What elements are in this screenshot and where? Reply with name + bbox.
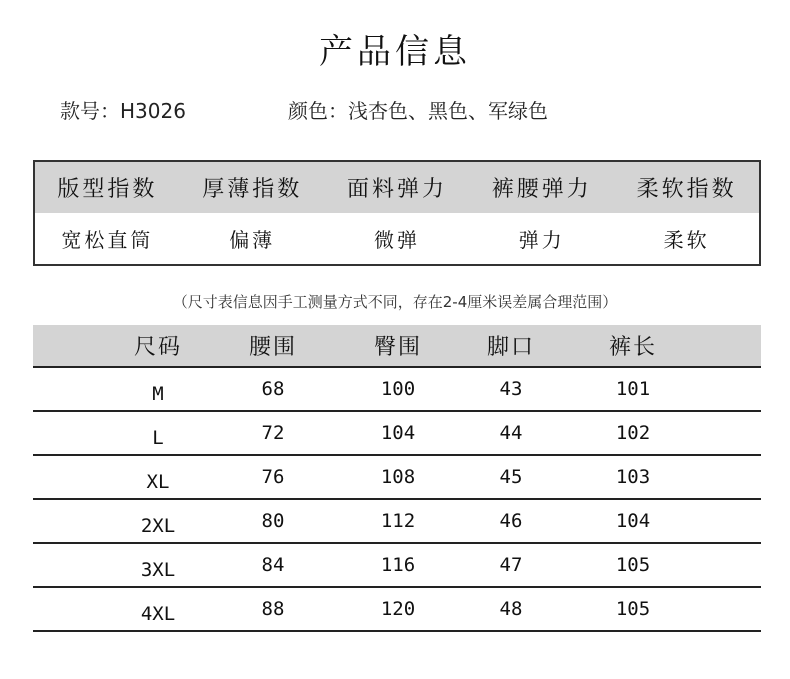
attribute-header: 厚薄指数	[202, 177, 303, 202]
measurement-cell: 116	[380, 554, 416, 576]
attribute-value: 微弹	[373, 228, 420, 252]
attribute-value: 柔软	[663, 228, 710, 252]
attribute-value-row	[35, 213, 759, 264]
table-row	[33, 456, 761, 500]
measurement-cell: 44	[499, 422, 523, 444]
measurement-cell: 47	[499, 554, 523, 576]
measurement-cell: 101	[615, 378, 651, 400]
attribute-value: 偏薄	[229, 228, 276, 252]
table-row	[33, 544, 761, 588]
measurement-cell: 104	[380, 422, 416, 444]
measurement-cell: 45	[499, 466, 523, 488]
table-row	[33, 588, 761, 632]
color-info	[288, 95, 548, 124]
table-row	[33, 500, 761, 544]
style-number	[60, 95, 186, 124]
attribute-value: 弹力	[518, 228, 565, 252]
size-label: 4XL	[140, 603, 176, 625]
size-label: 3XL	[140, 559, 176, 581]
size-label: M	[152, 383, 164, 405]
size-header: 脚口	[486, 335, 535, 360]
size-rows	[33, 368, 761, 632]
size-header: 裤长	[608, 335, 657, 360]
attribute-header: 裤腰弹力	[491, 177, 592, 202]
attribute-value: 宽松直筒	[61, 228, 154, 252]
measurement-cell: 68	[261, 378, 285, 400]
measurement-cell: 105	[615, 598, 651, 620]
size-label: 2XL	[140, 515, 176, 537]
measurement-cell: 46	[499, 510, 523, 532]
measurement-cell: 112	[380, 510, 416, 532]
measurement-cell: 108	[380, 466, 416, 488]
size-table	[33, 325, 761, 632]
style-number-label: 款号：	[60, 99, 120, 123]
measurement-cell: 84	[261, 554, 285, 576]
measurement-cell: 103	[615, 466, 651, 488]
size-header: 尺码	[133, 335, 182, 360]
measurement-cell: 76	[261, 466, 285, 488]
attribute-header-row	[35, 162, 759, 213]
measurement-cell: 102	[615, 422, 651, 444]
size-label: L	[152, 427, 164, 449]
measurement-cell: 120	[380, 598, 416, 620]
attribute-header: 柔软指数	[636, 177, 737, 202]
page-title: 产品信息	[319, 32, 471, 72]
measurement-note: （尺寸表信息因手工测量方式不同，存在2-4厘米误差属合理范围）	[172, 293, 618, 311]
color-values: 浅杏色、黑色、军绿色	[348, 99, 548, 123]
attribute-header: 面料弹力	[346, 177, 447, 202]
size-header-row	[33, 325, 761, 368]
measurement-cell: 48	[499, 598, 523, 620]
measurement-cell: 104	[615, 510, 651, 532]
color-label: 颜色：	[288, 99, 348, 123]
measurement-cell: 80	[261, 510, 285, 532]
size-header: 臀围	[373, 335, 422, 360]
attribute-table	[33, 160, 761, 266]
style-number-value: H3026	[120, 99, 186, 123]
measurement-cell: 100	[380, 378, 416, 400]
measurement-cell: 105	[615, 554, 651, 576]
measurement-cell: 88	[261, 598, 285, 620]
attribute-header: 版型指数	[57, 177, 158, 202]
measurement-cell: 43	[499, 378, 523, 400]
size-label: XL	[146, 471, 170, 493]
table-row	[33, 368, 761, 412]
measurement-cell: 72	[261, 422, 285, 444]
size-header: 腰围	[248, 335, 297, 360]
table-row	[33, 412, 761, 456]
